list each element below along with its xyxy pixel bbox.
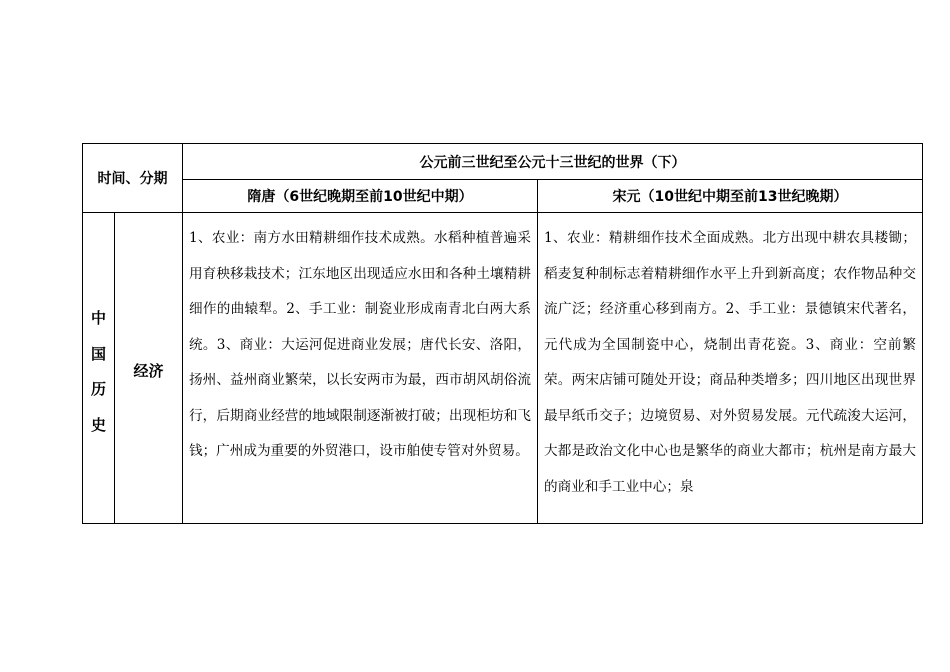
country-char: 中 — [90, 309, 106, 327]
period-header-sui-tang — [183, 180, 538, 213]
song-yuan-economy-cell — [538, 213, 923, 524]
sui-tang-economy-cell — [183, 213, 538, 524]
song-yuan-economy-text: 1、农业：精耕细作技术全面成熟。北方出现中耕农具耧锄；稻麦复种制标志着精耕细作水平上升到新高度；农作物品种交流广泛；经济重心移到南方。2、手工业：景德镇宋代著名，元代成为全国制瓷中心，烧制出青花瓷。3、商业：空前繁荣。两宋店铺可随处开设；商品种类增多；四川地区出现世界最早纸币交子；边境贸易、对外贸易发展。元代疏浚大运河，大都是政治文化中心也是繁华的商业大都市；杭州是南方最大的商业和手工业中心；泉 — [544, 230, 916, 495]
table-row-economy — [83, 213, 923, 524]
corner-header-cell — [83, 144, 183, 213]
period-header-song-yuan — [538, 180, 923, 213]
sui-tang-economy-text: 1、农业：南方水田精耕细作技术成熟。水稻种植普遍采用育秧移栽技术；江东地区出现适应水田和各种土壤精耕细作的曲辕犁。2、手工业：制瓷业形成南青北白两大系统。3、商业：大运河促进商业发展；唐代长安、洛阳，扬州、益州商业繁荣，以长安两市为最，西市胡风胡俗流行，后期商业经营的地域限制逐渐被打破；出现柜坊和飞钱；广州成为重要的外贸港口，设市舶使专管对外贸易。 — [189, 230, 531, 459]
category-label: 经济 — [133, 362, 164, 381]
country-char: 史 — [90, 415, 106, 434]
header-row-periods — [83, 180, 923, 213]
country-cell — [83, 213, 115, 524]
country-char: 历 — [90, 380, 106, 398]
country-char: 国 — [90, 344, 106, 363]
corner-label: 时间、分期 — [97, 171, 168, 187]
history-table — [82, 143, 923, 524]
period-label-song-yuan: 宋元（10世纪中期至前13世纪晚期） — [612, 189, 848, 205]
header-row-main — [83, 144, 923, 180]
category-cell — [115, 213, 183, 524]
main-header-label: 公元前三世纪至公元十三世纪的世界（下） — [419, 154, 686, 171]
period-label-sui-tang: 隋唐（6世纪晚期至前10世纪中期） — [247, 189, 473, 205]
main-header-cell — [183, 144, 923, 180]
